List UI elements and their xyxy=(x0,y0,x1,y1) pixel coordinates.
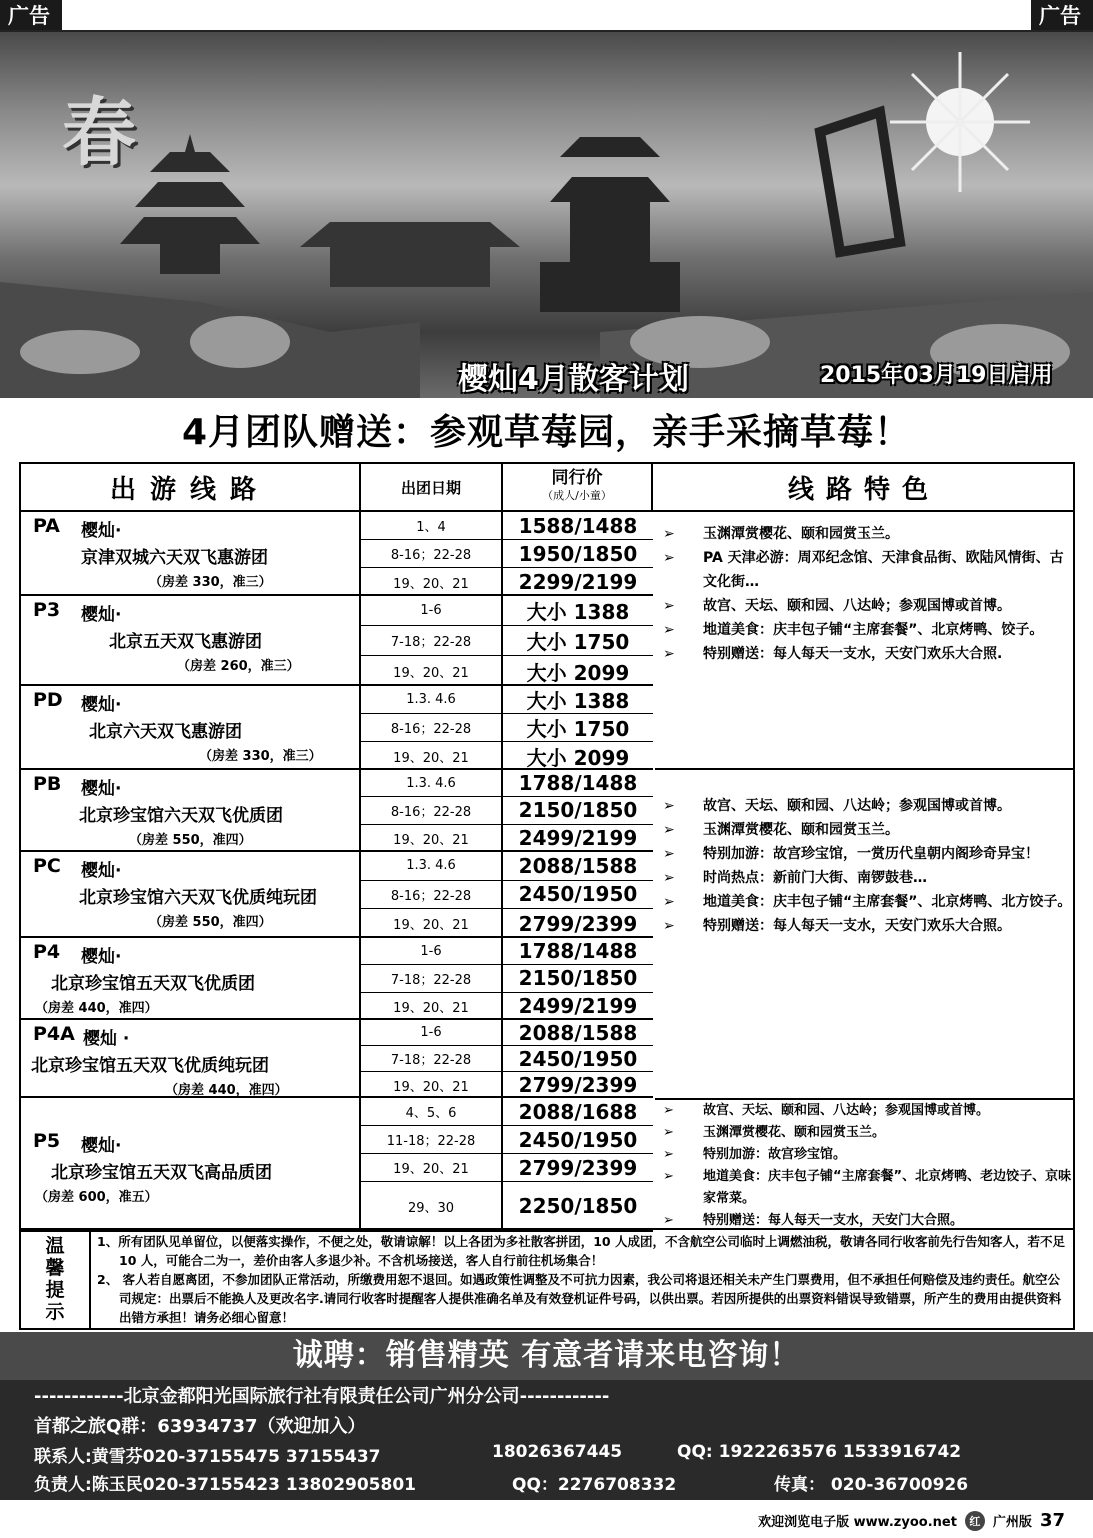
route-group xyxy=(21,1098,653,1232)
feature-item: ➢ 玉渊潭赏樱花、颐和园赏玉兰。 xyxy=(663,818,1075,842)
contact-block xyxy=(0,1380,1093,1500)
departure-date: 7-18；22-28 xyxy=(361,965,503,991)
departure-date: 19、20、21 xyxy=(361,909,503,938)
route-brand: 樱灿· xyxy=(81,947,122,967)
room-note: （房差 260，准三） xyxy=(177,659,300,674)
route-title: 北京珍宝馆六天双飞优质纯玩团 xyxy=(79,888,317,908)
tips-label-char: 温 xyxy=(45,1235,65,1257)
trade-price: 1588/1488 xyxy=(518,513,638,538)
route-brand: 樱灿· xyxy=(81,695,122,715)
tips-body xyxy=(97,1232,1071,1327)
route-brand: 樱灿 · xyxy=(83,1029,130,1049)
feature-item: ➢ 地道美食：庆丰包子铺“主席套餐”、北京烤鸭、老边饺子、京味家常菜。 xyxy=(663,1166,1075,1210)
route-name-cell xyxy=(21,1098,361,1230)
departure-row xyxy=(361,596,653,626)
route-title: 北京珍宝馆五天双飞高品质团 xyxy=(51,1163,272,1183)
fax: 传真： 020-36700926 xyxy=(774,1475,969,1495)
header-date: 出团日期 xyxy=(361,464,503,510)
room-note: （房差 550，准四） xyxy=(129,833,252,848)
route-title: 北京珍宝馆六天双飞优质团 xyxy=(79,806,283,826)
departure-date: 7-18；22-28 xyxy=(361,1046,503,1071)
departure-date: 8-16；22-28 xyxy=(361,797,503,823)
route-brand: 樱灿· xyxy=(81,521,122,541)
departure-row xyxy=(361,825,653,852)
trade-price: 2450/1950 xyxy=(518,1127,638,1152)
tips-box xyxy=(19,1230,1075,1330)
departure-date: 19、20、21 xyxy=(361,656,503,686)
feature-item: ➢ 特别赠送：每人每天一支水，天安门欢乐大合照。 xyxy=(663,914,1075,938)
feature-list xyxy=(655,522,1075,666)
departure-row xyxy=(361,797,653,824)
banner-date: 2015年03月19日启用 xyxy=(820,363,1053,388)
route-group xyxy=(21,938,653,1020)
departure-date: 1、4 xyxy=(361,512,503,539)
feature-item: ➢ 特别赠送：每人每天一支水，天安门大合照。 xyxy=(663,1210,1075,1232)
header-price-sub: （成人/小童） xyxy=(542,489,612,502)
trade-price: 大小 1750 xyxy=(526,717,630,741)
departure-row xyxy=(361,1046,653,1072)
route-group xyxy=(21,512,653,596)
departure-row xyxy=(361,909,653,938)
header-route: 出游线路 xyxy=(21,464,361,510)
departure-date: 19、20、21 xyxy=(361,993,503,1020)
feature-divider xyxy=(655,768,1075,770)
trade-price: 2150/1850 xyxy=(518,798,638,823)
header-price-label: 同行价 xyxy=(551,468,603,488)
departure-date: 19、20、21 xyxy=(361,568,503,596)
page-number: 37 xyxy=(1039,1510,1065,1531)
departure-row xyxy=(361,742,653,770)
itinerary-table xyxy=(19,462,1075,1230)
feature-item: ➢ 故宫、天坛、颐和园、八达岭；参观国博或首博。 xyxy=(663,794,1075,818)
manager: 负责人:陈玉民020-37155423 13802905801 xyxy=(34,1475,417,1495)
recruit-banner: 诚聘：销售精英 有意者请来电咨询！ xyxy=(0,1332,1093,1380)
room-note: （房差 330，准三） xyxy=(199,749,322,764)
departure-date: 7-18；22-28 xyxy=(361,626,503,655)
tips-label-char: 提 xyxy=(45,1279,65,1301)
departure-row xyxy=(361,852,653,881)
feature-item: ➢ 故宫、天坛、颐和园、八达岭；参观国博或首博。 xyxy=(663,594,1075,618)
footer-text: 欢迎浏览电子版 www.zyoo.net xyxy=(758,1515,957,1530)
trade-price: 2088/1688 xyxy=(518,1099,638,1124)
route-title: 北京珍宝馆五天双飞优质团 xyxy=(51,974,255,994)
departure-row xyxy=(361,770,653,797)
departure-date: 1-6 xyxy=(361,938,503,964)
tips-label xyxy=(21,1230,91,1328)
departure-date: 19、20、21 xyxy=(361,742,503,770)
edition-badge: 红 xyxy=(965,1511,985,1531)
departure-date: 8-16；22-28 xyxy=(361,540,503,567)
trade-price: 2150/1850 xyxy=(518,966,638,991)
route-code: P4A xyxy=(33,1023,75,1045)
departure-date: 1.3. 4.6 xyxy=(361,770,503,796)
tips-label-char: 馨 xyxy=(45,1257,65,1279)
ad-label-left: 广告 xyxy=(0,0,62,32)
route-name-cell xyxy=(21,596,361,684)
departure-row xyxy=(361,993,653,1020)
route-name-cell xyxy=(21,852,361,936)
trade-price: 大小 1388 xyxy=(526,689,630,713)
departure-row xyxy=(361,1154,653,1182)
header-features: 线路特色 xyxy=(787,474,940,505)
trade-price: 2450/1950 xyxy=(518,1046,638,1071)
route-code: PC xyxy=(33,855,61,877)
trade-price: 2450/1950 xyxy=(518,882,638,907)
departure-row xyxy=(361,1126,653,1154)
room-note: （房差 440，准四） xyxy=(165,1083,288,1098)
trade-price: 1788/1488 xyxy=(518,939,638,964)
departure-row xyxy=(361,881,653,910)
trade-price: 2299/2199 xyxy=(518,570,638,594)
route-group xyxy=(21,1020,653,1098)
route-code: P3 xyxy=(33,599,61,621)
room-note: （房差 550，准四） xyxy=(149,915,272,930)
route-group xyxy=(21,852,653,938)
trade-price: 2250/1850 xyxy=(518,1194,638,1218)
banner-illustration xyxy=(0,32,1093,398)
departure-date: 19、20、21 xyxy=(361,1154,503,1181)
route-code: PD xyxy=(33,689,63,711)
route-title: 北京珍宝馆五天双飞优质纯玩团 xyxy=(31,1056,269,1076)
departure-row xyxy=(361,1020,653,1046)
banner-image xyxy=(0,32,1093,398)
route-group xyxy=(21,770,653,852)
route-title: 北京六天双飞惠游团 xyxy=(89,722,242,742)
departure-row xyxy=(361,686,653,714)
trade-price: 2088/1588 xyxy=(518,1020,638,1045)
trade-price: 2799/2399 xyxy=(518,1155,638,1180)
trade-price: 大小 1750 xyxy=(526,630,630,654)
departure-date: 19、20、21 xyxy=(361,825,503,852)
feature-list xyxy=(655,794,1075,938)
departure-row xyxy=(361,965,653,992)
route-code: PB xyxy=(33,773,62,795)
page-footer xyxy=(758,1510,1065,1531)
feature-item: ➢ 时尚热点：新前门大街、南锣鼓巷… xyxy=(663,866,1075,890)
company-name: ------------北京金都阳光国际旅行社有限责任公司广州分公司------------ xyxy=(34,1386,610,1407)
trade-price: 2088/1588 xyxy=(518,853,638,878)
feature-item: ➢ 玉渊潭赏樱花、颐和园赏玉兰。 xyxy=(663,522,1075,546)
feature-item: ➢ 特别加游：故宫珍宝馆，一赏历代皇朝内阁珍奇异宝！ xyxy=(663,842,1075,866)
header-price xyxy=(503,464,653,510)
room-note: （房差 330，准三） xyxy=(149,575,272,590)
tips-label-char: 示 xyxy=(45,1301,65,1323)
tips-item: 1、所有团队见单留位，以便落实操作，不便之处，敬请谅解！以上各团为多社散客拼团，10 人成团，不含航空公司临时上调燃油税，敬请各同行收客前先行告知客人，若不足 10 人，可能合二为一，差价由客人多退少补。不含机场接送，客人自行前往机场集合！ xyxy=(97,1234,1065,1268)
trade-price: 2499/2199 xyxy=(518,826,638,851)
spring-calligraphy: 春 xyxy=(62,90,136,176)
departure-date: 1-6 xyxy=(361,1020,503,1045)
qq-group: 首都之旅Q群：63934737（欢迎加入） xyxy=(34,1416,366,1437)
departure-date: 19、20、21 xyxy=(361,1072,503,1098)
room-note: （房差 600，准五） xyxy=(35,1190,158,1205)
promo-headline: 4月团队赠送：参观草莓园，亲手采摘草莓！ xyxy=(181,412,912,453)
route-group xyxy=(21,686,653,770)
departure-row xyxy=(361,626,653,656)
footer-edition: 广州版 xyxy=(992,1515,1032,1530)
departure-date: 4、5、6 xyxy=(361,1098,503,1125)
route-name-cell xyxy=(21,512,361,594)
feature-list xyxy=(655,1100,1075,1232)
ad-label-right: 广告 xyxy=(1031,0,1093,32)
contact-person: 联系人:黄雪芬020-37155475 37155437 xyxy=(34,1447,381,1467)
departure-row xyxy=(361,656,653,686)
route-name-cell xyxy=(21,686,361,768)
route-name-cell xyxy=(21,1020,361,1096)
departure-row xyxy=(361,1098,653,1126)
feature-item: ➢ 特别赠送：每人每天一支水，天安门欢乐大合照. xyxy=(663,642,1075,666)
trade-price: 2799/2399 xyxy=(518,1073,638,1097)
departure-date: 8-16；22-28 xyxy=(361,881,503,909)
route-brand: 樱灿· xyxy=(81,861,122,881)
trade-price: 2799/2399 xyxy=(518,911,638,936)
manager-qq: QQ：2276708332 xyxy=(512,1475,677,1495)
trade-price: 大小 1388 xyxy=(526,600,630,624)
table-header xyxy=(21,464,1073,512)
route-name-cell xyxy=(21,938,361,1018)
departure-date: 11-18；22-28 xyxy=(361,1126,503,1153)
trade-price: 大小 2099 xyxy=(526,745,630,770)
trade-price: 1788/1488 xyxy=(518,771,638,796)
route-code: P4 xyxy=(33,941,61,963)
feature-item: ➢ 特别加游：故宫珍宝馆。 xyxy=(663,1144,1075,1166)
route-code: P5 xyxy=(33,1130,61,1152)
route-name-cell xyxy=(21,770,361,850)
trade-price: 2499/2199 xyxy=(518,994,638,1019)
departure-row xyxy=(361,512,653,540)
departure-row xyxy=(361,568,653,596)
departure-date: 29、30 xyxy=(361,1182,503,1230)
route-brand: 樱灿· xyxy=(81,1136,122,1156)
departure-row xyxy=(361,714,653,742)
tips-item: 2、 客人若自愿离团，不参加团队正常活动，所缴费用恕不退回。如遇政策性调整及不可抗力因素，我公司将退还相关未产生门票费用，但不承担任何赔偿及违约责任。航空公司规定：出票后不能换人及更改名字.请同行收客时提醒客人提供准确名单及有效登机证件号码，以供出票。若因所提供的出票资料错误导致错票，所产生的费用由提供资料出错方承担！请务必细心留意！ xyxy=(97,1272,1062,1325)
contact-qq: QQ: 1922263576 1533916742 xyxy=(677,1442,962,1462)
route-title: 京津双城六天双飞惠游团 xyxy=(81,548,268,568)
room-note: （房差 440，准四） xyxy=(35,1001,158,1016)
departure-date: 1-6 xyxy=(361,596,503,625)
feature-item: ➢ 地道美食：庆丰包子铺“主席套餐”、北京烤鸭、饺子。 xyxy=(663,618,1075,642)
departure-row xyxy=(361,1182,653,1230)
banner-title: 樱灿4月散客计划 xyxy=(458,362,689,397)
feature-item: ➢ PA 天津必游：周邓纪念馆、天津食品街、欧陆风情街、古文化街… xyxy=(663,546,1075,594)
route-title: 北京五天双飞惠游团 xyxy=(109,632,262,652)
route-brand: 樱灿· xyxy=(81,605,122,625)
departure-date: 8-16；22-28 xyxy=(361,714,503,741)
feature-item: ➢ 玉渊潭赏樱花、颐和园赏玉兰。 xyxy=(663,1122,1075,1144)
route-brand: 樱灿· xyxy=(81,779,122,799)
contact-mobile: 18026367445 xyxy=(492,1442,623,1462)
departure-date: 1.3. 4.6 xyxy=(361,686,503,713)
trade-price: 大小 2099 xyxy=(526,660,630,685)
feature-item: ➢ 故宫、天坛、颐和园、八达岭；参观国博或首博。 xyxy=(663,1100,1075,1122)
departure-row xyxy=(361,1072,653,1098)
feature-item: ➢ 地道美食：庆丰包子铺“主席套餐”、北京烤鸭、北方饺子。 xyxy=(663,890,1075,914)
trade-price: 1950/1850 xyxy=(518,541,638,566)
departure-row xyxy=(361,540,653,568)
departure-row xyxy=(361,938,653,965)
route-code: PA xyxy=(33,515,60,537)
route-group xyxy=(21,596,653,686)
departure-date: 1.3. 4.6 xyxy=(361,852,503,880)
